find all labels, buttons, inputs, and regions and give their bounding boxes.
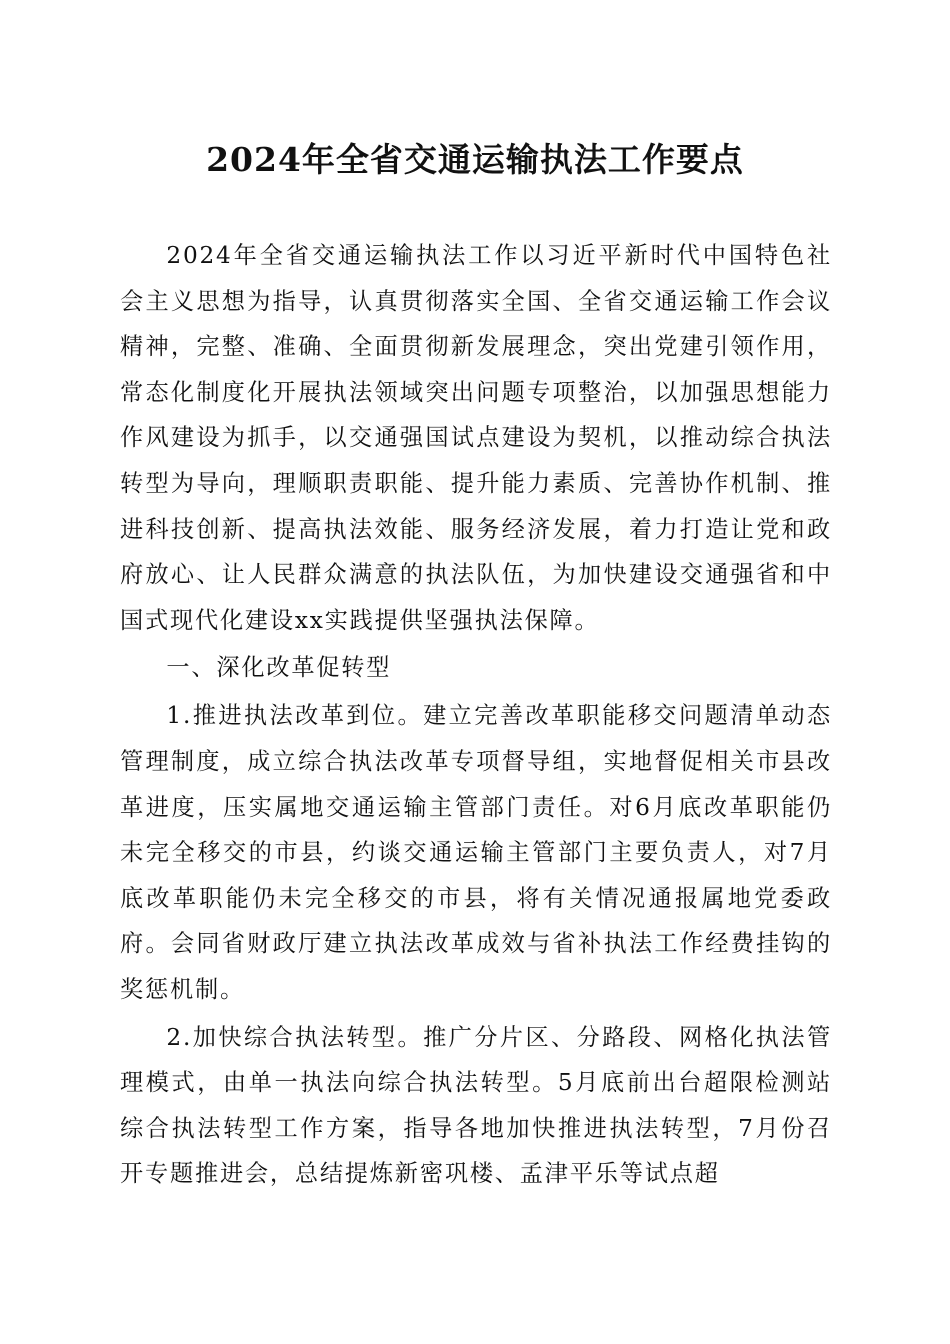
section-heading: 一、深化改革促转型 [166, 654, 392, 682]
document-body [120, 233, 832, 1197]
intro-paragraph: 2024年全省交通运输执法工作以习近平新时代中国特色社会主义思想为指导，认真贯彻落实全国、全省交通运输工作会议精神，完整、准确、全面贯彻新发展理念，突出党建引领作用，常态化制度化开展执法领域突出问题专项整治，以加强思想能力作风建设为抓手，以交通强国试点建设为契机，以推动综合执法转型为导向，理顺职责职能、提升能力素质、完善协作机制、推进科技创新、提高执法效能、服务经济发展，着力打造让党和政府放心、让人民群众满意的执法队伍，为加快建设交通强省和中国式现代化建设xx实践提供坚强执法保障。 [120, 242, 832, 634]
item-paragraph-2: 2.加快综合执法转型。推广分片区、分路段、网格化执法管理模式，由单一执法向综合执法转型。5月底前出台超限检测站综合执法转型工作方案，指导各地加快推进执法转型，7月份召开专题推进会，总结提炼新密巩楼、孟津平乐等试点超 [120, 1023, 832, 1188]
document-title: 2024年全省交通运输执法工作要点 [206, 140, 744, 179]
item-paragraph-1: 1.推进执法改革到位。建立完善改革职能移交问题清单动态管理制度，成立综合执法改革专项督导组，实地督促相关市县改革进度，压实属地交通运输主管部门责任。对6月底改革职能仍未完全移交的市县，约谈交通运输主管部门主要负责人，对7月底改革职能仍未完全移交的市县，将有关情况通报属地党委政府。会同省财政厅建立执法改革成效与省补执法工作经费挂钩的奖惩机制。 [120, 702, 832, 1003]
